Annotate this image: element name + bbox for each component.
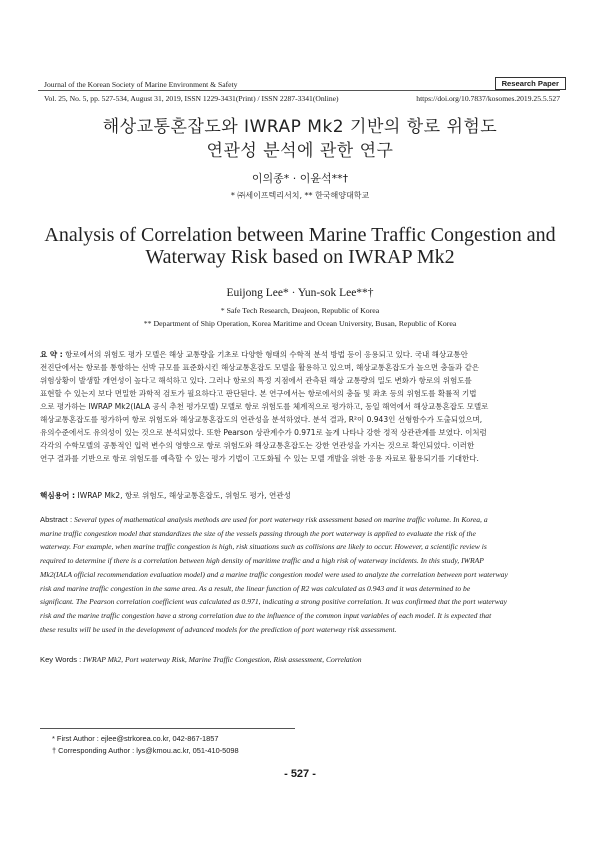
footnote-rule	[40, 728, 295, 729]
abstract-line: 유의수준에서도 유의성이 있는 것으로 분석되었다. 또한 Pearson 상관계수가 0.971로 높게 나타나 강한 정적 상관관계를 보였다. 이처럼	[40, 428, 487, 437]
corresponding-author-footnote: † Corresponding Author : lys@kmou.ac.kr, 051-410-5098	[52, 746, 239, 755]
korean-abstract-label: 요 약 :	[40, 350, 63, 359]
abstract-line: 각각의 수학모델의 공통적인 입력 변수의 영향으로 항로 위험도와 해상교통혼잡도는 강한 연관성을 가지는 것으로 확인되었다. 이러한	[40, 441, 475, 450]
english-abstract	[40, 513, 562, 636]
english-title-line-1: Analysis of Correlation between Marine Traffic Congestion and	[44, 224, 556, 246]
abstract-line: 전진단에서는 항로를 통항하는 선박 규모를 표준화시킨 해상교통혼잡도 모델을 활용하고 있으며, 해상교통혼잡도가 높으면 충돌과 같은	[40, 363, 480, 372]
english-affiliation-1: * Safe Tech Research, Deajeon, Republic of Korea	[220, 306, 380, 315]
english-keywords-label: Key Words :	[40, 655, 82, 664]
abstract-line: risk and the marine traffic congestion have a strong correlation due to the influence of the common input variables of each model. It is expected that	[40, 610, 492, 620]
abstract-line: these results will be used in the development of advanced models for the prediction of port waterway risk assessment.	[40, 624, 397, 634]
abstract-line: 해상교통혼잡도를 평가하여 항로 위험도와 해상교통혼잡도의 연관성을 분석하였다. 분석 결과, R²이 0.943인 선형함수가 도출되었으며,	[40, 415, 483, 424]
abstract-line: Several types of mathematical analysis methods are used for port waterway risk assessment based on marine traffic volume. In Korea, a	[73, 515, 488, 524]
abstract-line: 으로 평가하는 IWRAP Mk2(IALA 공식 추천 평가모델) 모델로 항로 위험도를 체계적으로 평가하고, 동일 해역에서 해상교통혼잡도 모델로	[40, 402, 489, 411]
abstract-line: 항로에서의 위험도 평가 모델은 해상 교통량을 기초로 다양한 형태의 수학적 분석 방법 등이 응용되고 있다. 국내 해상교통안	[65, 350, 468, 359]
english-keywords-text: IWRAP Mk2, Port waterway Risk, Marine Traffic Congestion, Risk assessment, Correlation	[83, 655, 362, 664]
article-type-badge: Research Paper	[495, 77, 566, 90]
abstract-line: required to determine if there is a correlation between high density of maritime traffic and a high risk of waterway incidents. In this study, IWRAP	[40, 556, 484, 566]
korean-keywords	[40, 490, 562, 501]
korean-affiliation: * ㈜세이프텍리서치, ** 한국해양대학교	[230, 191, 370, 200]
korean-title-line-1: 해상교통혼잡도와 IWRAP Mk2 기반의 항로 위험도	[102, 117, 498, 137]
korean-keywords-label: 핵심용어 :	[40, 491, 76, 500]
korean-keywords-text: IWRAP Mk2, 항로 위험도, 해상교통혼잡도, 위험도 평가, 연관성	[77, 491, 291, 500]
abstract-line: significant. The Pearson correlation coefficient was calculated as 0.971, indicating a strong positive correlation. It was confirmed that the port waterway	[40, 597, 507, 607]
volume-info: Vol. 25, No. 5, pp. 527-534, August 31, 2019, ISSN 1229-3431(Print) / ISSN 2287-3341(Online)	[44, 94, 339, 103]
english-abstract-label: Abstract :	[40, 515, 73, 524]
korean-title-line-2: 연관성 분석에 관한 연구	[206, 141, 394, 161]
english-keywords	[40, 655, 562, 664]
abstract-line: 연구 결과를 기반으로 항로 위험도를 예측할 수 있는 평가 기법이 고도화될 수 있는 모델 개발을 위한 응용 자료로 활용되기를 기대한다.	[40, 454, 479, 463]
english-title-line-2: Waterway Risk based on IWRAP Mk2	[145, 246, 455, 268]
doi-link[interactable]: https://doi.org/10.7837/kosomes.2019.25.5.527	[416, 94, 560, 103]
english-authors: Euijong Lee* · Yun-sok Lee**†	[226, 287, 374, 299]
abstract-line: marine traffic congestion model that standardizes the size of the vessels passing through the port waterway is applied to evaluate the risk of the	[40, 528, 476, 538]
abstract-line: risk and marine traffic congestion in the same area. As a result, the linear function of R2 was calculated as 0.943 and it was determined to be	[40, 583, 471, 593]
abstract-line: waterway. For example, when marine traffic congestion is high, risk situations such as collisions are likely to occur. However, a scientific review is	[40, 542, 487, 552]
first-author-footnote: * First Author : ejlee@strkorea.co.kr, 042-867-1857	[52, 734, 219, 743]
english-affiliation-2: ** Department of Ship Operation, Korea Maritime and Ocean University, Busan, Republic of Korea	[143, 319, 457, 328]
korean-authors: 이의종* · 이윤석**†	[251, 172, 349, 185]
abstract-line: 위험상황이 발생할 개연성이 높다고 해석하고 있다. 그러나 항로의 특정 지점에서 관측된 해상 교통량의 밀도 변화가 항로의 위험도를	[40, 376, 472, 385]
header-rule	[38, 90, 560, 91]
abstract-line: Mk2(IALA official recommendation evaluation model) and a marine traffic congestion model were used to analyze the correlation between port waterway	[40, 569, 508, 579]
page-number: - 527 -	[284, 768, 316, 780]
journal-name: Journal of the Korean Society of Marine Environment & Safety	[44, 80, 238, 89]
korean-abstract	[40, 348, 562, 465]
abstract-line: 표현할 수 있는지 보다 면밀한 과학적 검토가 필요하다고 판단된다. 본 연구에서는 항로에서의 충돌 및 좌초 등의 위험도를 확률적 기법	[40, 389, 477, 398]
